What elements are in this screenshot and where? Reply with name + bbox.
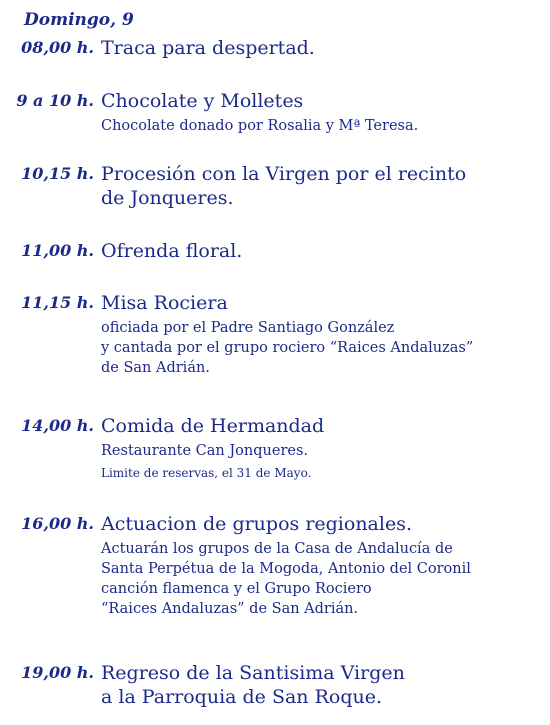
event-time: 11,00 h. <box>21 241 94 260</box>
event-description: Actuarán los grupos de la Casa de Andalucía de Santa Perpétua de la Mogoda, Antonio del Coronil canción flamenca y el Grupo Rociero “Raices Andaluzas” de San Adrián. <box>101 541 471 617</box>
event-body <box>101 89 541 136</box>
event-time: 9 a 10 h. <box>16 91 94 110</box>
event-body <box>101 36 541 60</box>
event-note: Limite de reservas, el 31 de Mayo. <box>101 466 312 480</box>
event-time: 10,15 h. <box>21 164 94 183</box>
event-time: 08,00 h. <box>21 38 94 57</box>
event-title: Traca para despertad. <box>101 37 315 59</box>
event-time: 16,00 h. <box>21 514 94 533</box>
event-time: 14,00 h. <box>21 416 94 435</box>
event-description: oficiada por el Padre Santiago González y cantada por el grupo rociero “Raices Andaluzas” de San Adrián. <box>101 320 474 376</box>
event-description: Restaurante Can Jonqueres. <box>101 443 309 459</box>
event-title: Chocolate y Molletes <box>101 90 304 112</box>
event-title: Misa Rociera <box>101 292 228 314</box>
event-description: Chocolate donado por Rosalia y Mª Teresa. <box>101 118 419 134</box>
event-body <box>101 162 541 210</box>
event-body <box>101 414 541 481</box>
event-time: 11,15 h. <box>21 293 94 312</box>
event-body <box>101 239 541 263</box>
event-title: Actuacion de grupos regionales. <box>101 513 412 535</box>
event-body <box>101 661 541 709</box>
day-heading: Domingo, 9 <box>24 10 134 30</box>
event-body <box>101 512 541 619</box>
event-time: 19,00 h. <box>21 663 94 682</box>
event-title: Regreso de la Santisima Virgen a la Parroquia de San Roque. <box>101 662 405 708</box>
event-body <box>101 291 541 378</box>
event-title: Ofrenda floral. <box>101 240 243 262</box>
event-title: Procesión con la Virgen por el recinto de Jonqueres. <box>101 163 467 209</box>
event-title: Comida de Hermandad <box>101 415 325 437</box>
